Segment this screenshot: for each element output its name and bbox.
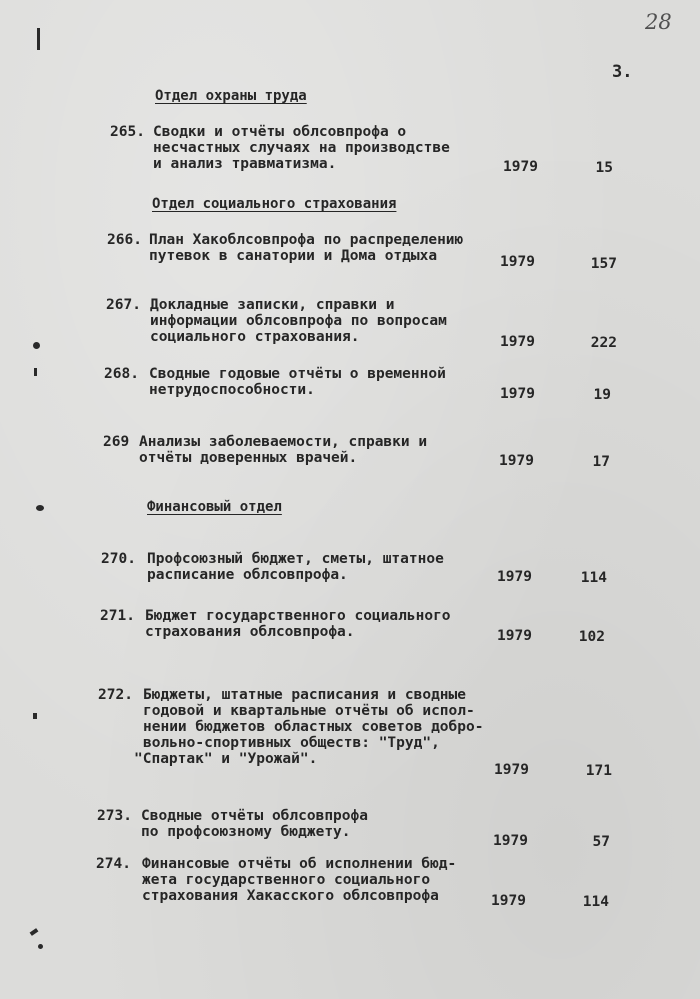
entry-number: 269 [103, 434, 130, 450]
entry-year: 1979 [499, 453, 534, 469]
entry-year: 1979 [493, 833, 528, 849]
entry-year: 1979 [497, 569, 532, 585]
scan-mark [33, 713, 37, 719]
entry-number: 267. [106, 297, 141, 313]
entry-number: 265. [110, 124, 145, 140]
entry-number: 270. [101, 551, 136, 567]
entry-description: Профсоюзный бюджет, сметы, штатное расписание облсовпрофа. [147, 551, 444, 583]
scan-mark [37, 28, 40, 50]
entry-number: 274. [96, 856, 131, 872]
scan-mark [33, 342, 40, 349]
page-number: 3. [612, 62, 633, 82]
entry-number: 271. [100, 608, 135, 624]
entry-description: Сводки и отчёты облсовпрофа о несчастных случаях на производстве и анализ травматизма. [153, 124, 450, 172]
entry-sheet-count: 157 [590, 256, 617, 272]
entry-sheet-count: 19 [593, 387, 611, 403]
entry-sheet-count: 17 [592, 454, 610, 470]
entry-description: Бюджет государственного социального страхования облсовпрофа. [145, 608, 451, 640]
scan-mark [36, 505, 44, 511]
entry-number: 272. [98, 687, 133, 703]
entry-number: 268. [104, 366, 139, 382]
entry-sheet-count: 114 [582, 894, 609, 910]
entry-year: 1979 [491, 893, 526, 909]
entry-number: 273. [97, 808, 132, 824]
entry-year: 1979 [497, 628, 532, 644]
scan-mark [30, 928, 39, 936]
entry-description: Анализы заболеваемости, справки и отчёты доверенных врачей. [139, 434, 428, 466]
entry-sheet-count: 57 [592, 834, 610, 850]
entry-description: Сводные годовые отчёты о временной нетрудоспособности. [149, 366, 446, 398]
entry-sheet-count: 102 [578, 629, 605, 645]
section-heading-finance: Финансовый отдел [147, 499, 282, 515]
entry-description: План Хакоблсовпрофа по распределению путевок в санатории и Дома отдыха [149, 232, 464, 264]
entry-description: Докладные записки, справки и информации облсовпрофа по вопросам социального страхования. [150, 297, 447, 345]
section-heading-labor-protection: Отдел охраны труда [155, 88, 307, 104]
entry-sheet-count: 114 [580, 570, 607, 586]
folio-number: 28 [645, 10, 672, 34]
entry-sheet-count: 15 [595, 160, 613, 176]
entry-description: Финансовые отчёты об исполнении бюд- жета государственного социального страхования Хакасского облсовпрофа [142, 856, 457, 904]
entry-sheet-count: 222 [590, 335, 617, 351]
entry-year: 1979 [494, 762, 529, 778]
entry-year: 1979 [500, 386, 535, 402]
scan-mark [34, 368, 37, 376]
entry-year: 1979 [503, 159, 538, 175]
scan-mark [38, 944, 43, 949]
section-heading-social-insurance: Отдел социального страхования [152, 196, 397, 212]
entry-year: 1979 [500, 334, 535, 350]
entry-year: 1979 [500, 254, 535, 270]
entry-sheet-count: 171 [585, 763, 612, 779]
entry-description: Бюджеты, штатные расписания и сводные годовой и квартальные отчёты об испол- нении бюджетов областных советов добро- вольно-спортивных обществ: "Труд", "Спартак" и "Урожай". [134, 687, 484, 767]
entry-description: Сводные отчёты облсовпрофа по профсоюзному бюджету. [141, 808, 368, 840]
entry-number: 266. [107, 232, 142, 248]
